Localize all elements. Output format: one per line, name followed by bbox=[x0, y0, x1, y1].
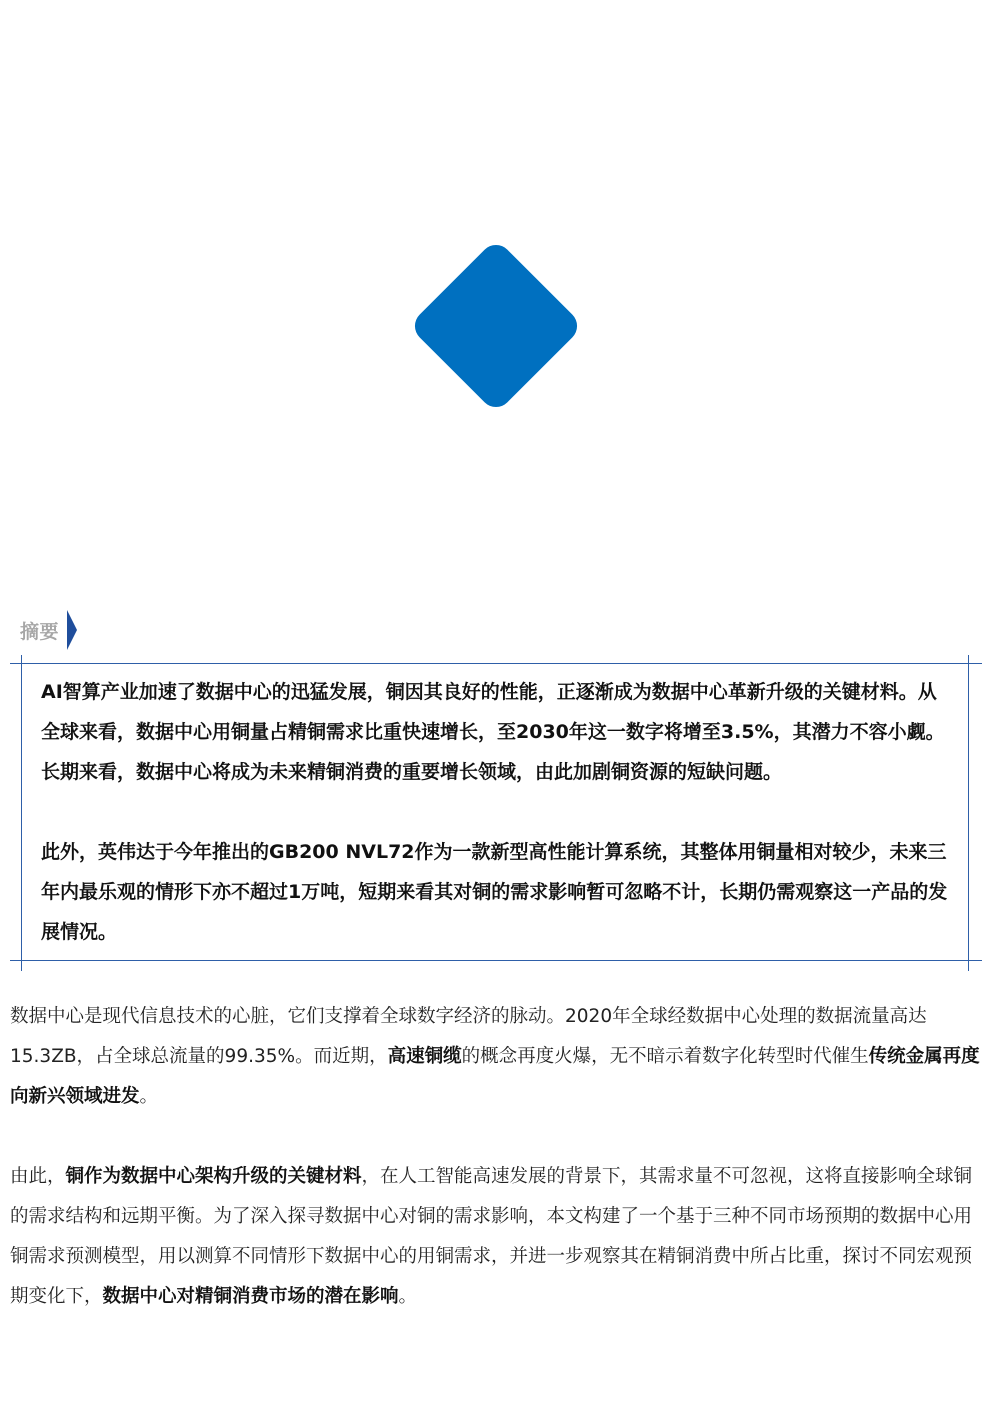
diamond-logo-icon bbox=[408, 238, 583, 413]
highlight-high-speed-copper-cable: 高速铜缆 bbox=[387, 1046, 462, 1067]
abstract-paragraph-2: 此外，英伟达于今年推出的GB200 NVL72作为一款新型高性能计算系统，其整体用铜量相对较少，未来三年内最乐观的情形下亦不超过1万吨，短期来看其对铜的需求影响暂可忽略不计，长期仍需观察这一产品的发展情况。 bbox=[41, 841, 948, 943]
highlight-key-material: 铜作为数据中心架构升级的关键材料 bbox=[65, 1166, 362, 1187]
body-text-run: ，在人工智能高速发展的背景下，其需求量不可忽视，这将直接影响全球铜的需求结构和远期平衡。为了深入探寻数据中心对铜的需求影响，本文构建了一个基于三种不同市场预期的数据中心用铜需求预测模型，用以测算不同情形下数据中心的用铜需求，并进一步观察其在精铜消费中所占比重，探讨不同宏观预期变化下， bbox=[10, 1166, 973, 1307]
abstract-right-border bbox=[968, 655, 969, 971]
highlight-traditional-metal: 传统金属再度向新兴领域进发 bbox=[10, 1046, 980, 1107]
body-text-run: 。 bbox=[139, 1086, 159, 1107]
body-text-run: 由此， bbox=[10, 1166, 66, 1187]
body-paragraph-1 bbox=[10, 997, 983, 1117]
body-text bbox=[10, 997, 983, 1317]
abstract-bottom-border bbox=[10, 960, 982, 961]
abstract-header bbox=[20, 612, 77, 648]
abstract-top-border bbox=[10, 663, 982, 664]
abstract-box bbox=[41, 672, 953, 952]
triangle-arrow-icon bbox=[67, 610, 77, 650]
body-text-run: 的概念再度火爆，无不暗示着数字化转型时代催生 bbox=[461, 1046, 869, 1067]
body-text-run: 。 bbox=[398, 1286, 418, 1307]
abstract-title: 摘要 bbox=[20, 620, 60, 643]
abstract-paragraph-1: AI智算产业加速了数据中心的迅猛发展，铜因其良好的性能，正逐渐成为数据中心革新升级的关键材料。从全球来看，数据中心用铜量占精铜需求比重快速增长，至2030年这一数字将增至3.5%，其潜力不容小觑。长期来看，数据中心将成为未来精铜消费的重要增长领域，由此加剧铜资源的短缺问题。 bbox=[41, 681, 945, 783]
body-paragraph-2 bbox=[10, 1157, 983, 1317]
abstract-left-border bbox=[21, 655, 22, 971]
highlight-potential-impact: 数据中心对精铜消费市场的潜在影响 bbox=[102, 1286, 399, 1307]
body-text-run: 数据中心是现代信息技术的心脏，它们支撑着全球数字经济的脉动。2020年全球经数据中心处理的数据流量高达15.3ZB，占全球总流量的99.35%。而近期， bbox=[10, 1006, 927, 1067]
